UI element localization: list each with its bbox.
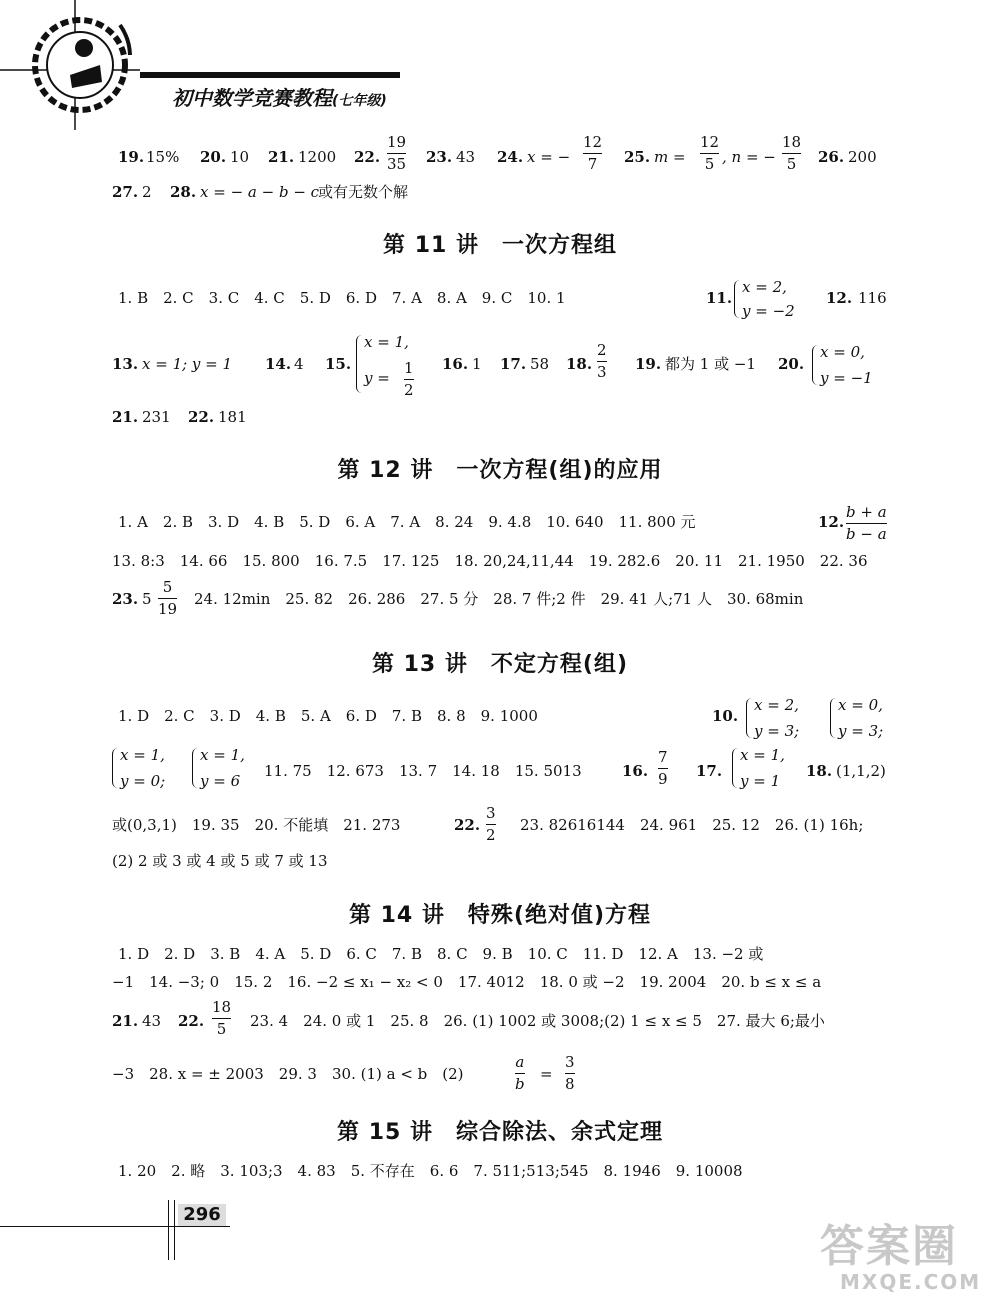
footer-rule [0, 1226, 230, 1227]
section-title: 第 13 讲 不定方程(组) [371, 652, 629, 677]
answer-line: 或(0,3,1) 19. 35 20. 不能填 21. 273 22. 3 2 23. 82616144 24. 961 25. 12 26. (1) 16h; [112, 804, 864, 844]
section-title: 第 14 讲 特殊(绝对值)方程 [348, 903, 652, 928]
answer-line: 21. 231 22. 181 [112, 408, 247, 426]
answer-line: −3 28. x = ± 2003 29. 3 30. (1) a < b (2) a b = 3 8 [112, 1053, 575, 1093]
answer-line: 27. 2 28. x = − a − b − c 或有无数个解 [112, 183, 409, 201]
answer-line: 1. A 2. B 3. D 4. B 5. D 6. A 7. A 8. 24 9. 4.8 10. 640 11. 800 元 12. b + a b − a [118, 503, 887, 543]
footer-vertical-rule [174, 1200, 175, 1260]
footer-vertical-rule [168, 1200, 169, 1260]
answer-line: 1. B 2. C 3. C 4. C 5. D 6. D 7. A 8. A 9. C 10. 1 11. x = 2, y = −2 12. 116 [118, 278, 887, 320]
answer-line: −1 14. −3; 0 15. 2 16. −2 ≤ x₁ − x₂ < 0 17. 4012 18. 0 或 −2 19. 2004 20. b ≤ x ≤ a [112, 973, 822, 991]
answer-line: 1. 20 2. 略 3. 103;3 4. 83 5. 不存在 6. 6 7. 511;513;545 8. 1946 9. 10008 [118, 1162, 743, 1180]
answer-line: 13. 8:3 14. 66 15. 800 16. 7.5 17. 125 18. 20,24,11,44 19. 282.6 20. 11 21. 1950 22. 36 [112, 552, 868, 570]
section-title: 第 11 讲 一次方程组 [383, 233, 617, 258]
answer-line: 1. D 2. C 3. D 4. B 5. A 6. D 7. B 8. 8 9. 1000 10. x = 2, y = 3; x = 0, y = 3; [118, 696, 884, 740]
header-title: 初中数学竞赛教程(七年级) [172, 86, 387, 110]
page-number: 296 [178, 1204, 226, 1226]
section-title: 第 12 讲 一次方程(组)的应用 [337, 458, 663, 483]
section-title: 第 15 讲 综合除法、余式定理 [337, 1120, 663, 1145]
answer-line: 19. 15% 20. 10 21. 1200 22. 19 35 23. 43 24. x = − 12 7 25. m = 12 5 , n = − 18 5 26. 200 [118, 133, 877, 173]
header-rule [140, 72, 400, 78]
answer-line: 23. 5 5 19 24. 12min 25. 82 26. 286 27. 5 分 28. 7 件;2 件 29. 41 人;71 人 30. 68min [112, 578, 804, 618]
watermark-logo: 答案圈 [820, 1221, 958, 1272]
answer-line: 21. 43 22. 18 5 23. 4 24. 0 或 1 25. 8 26. (1) 1002 或 3008;(2) 1 ≤ x ≤ 5 27. 最大 6;最小 [112, 998, 825, 1038]
answer-line: 13. x = 1; y = 1 14. 4 15. x = 1, y = 1 2 16. 1 17. 58 18. 2 3 19. 都为 1 或 −1 20. x = 0, y = −1 [112, 333, 873, 399]
answer-line: x = 1, y = 0; x = 1, y = 6 11. 75 12. 673 13. 7 14. 18 15. 5013 16. 7 9 17. x = 1, y = 1 18. (1,1,2) [0, 748, 1000, 808]
answer-line: 1. D 2. D 3. B 4. A 5. D 6. C 7. B 8. C 9. B 10. C 11. D 12. A 13. −2 或 [118, 945, 764, 963]
header-emblem [0, 0, 200, 130]
watermark-url: MXQE.COM [840, 1270, 982, 1294]
answer-line: (2) 2 或 3 或 4 或 5 或 7 或 13 [112, 852, 328, 870]
